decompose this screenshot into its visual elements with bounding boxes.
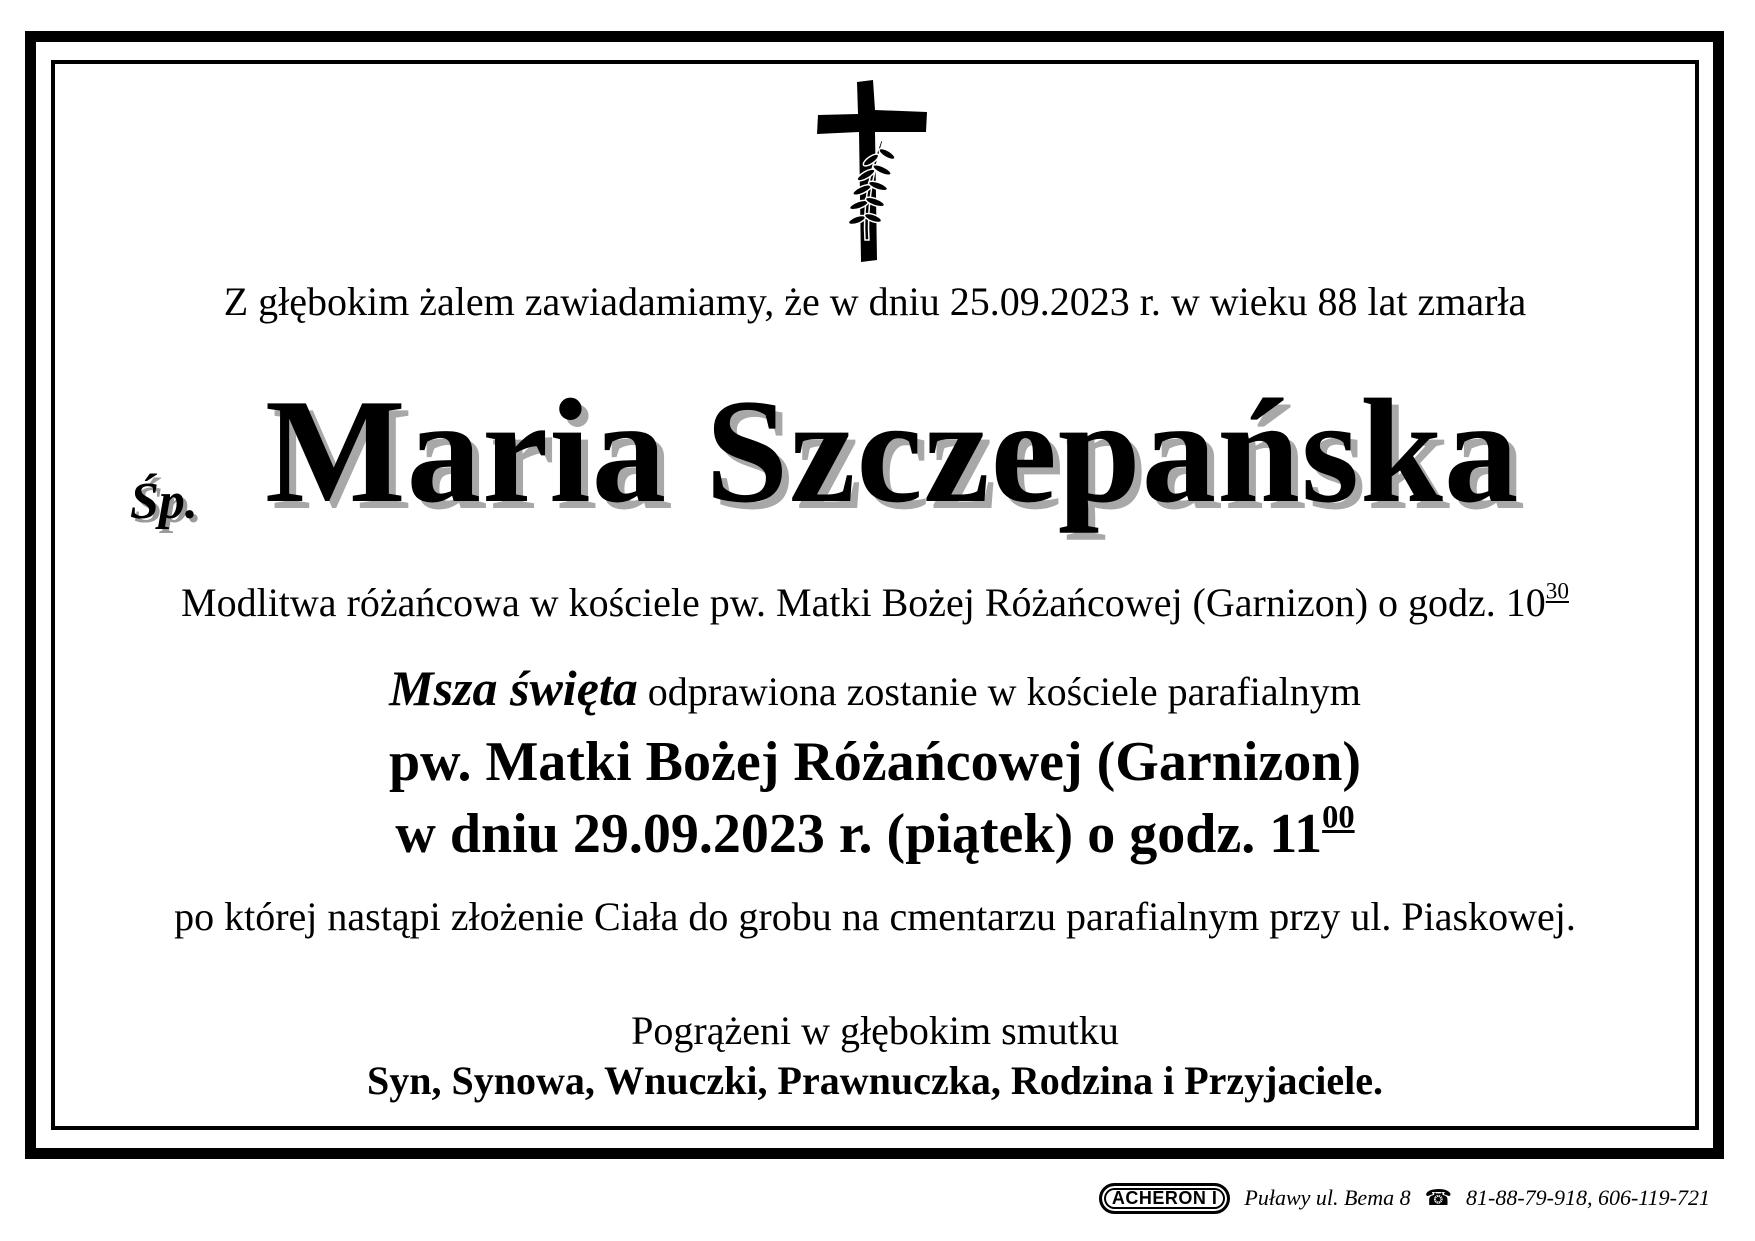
- telephone-icon: ☎: [1424, 1185, 1452, 1210]
- rosary-info: [55, 578, 1695, 628]
- deceased-name: Maria Szczepańska: [265, 369, 1520, 534]
- mass-lead: Msza święta: [389, 660, 638, 716]
- mourners-list: Syn, Synowa, Wnuczki, Prawnuczka, Rodzina i Przyjaciele.: [367, 1058, 1383, 1103]
- name-prefix: Śp.: [130, 473, 198, 530]
- funeral-home-footer: [1099, 1180, 1710, 1216]
- rosary-text: Modlitwa różańcowa w kościele pw. Matki Bożej Różańcowej (Garnizon) o godz. 10: [181, 580, 1546, 625]
- funeral-home-phones: 81-88-79-918, 606-119-721: [1466, 1185, 1710, 1210]
- mass-date-minutes: 00: [1322, 799, 1355, 836]
- rosary-minutes: 30: [1545, 578, 1569, 605]
- deceased-name-block: [55, 369, 1695, 542]
- mass-info: [55, 660, 1695, 720]
- mourners-lead: Pogrążeni w głębokim smutku: [631, 1008, 1119, 1053]
- burial-info: po której nastąpi złożenie Ciała do grobu na cmentarzu parafialnym przy ul. Piaskowej.: [174, 894, 1576, 939]
- church-name: pw. Matki Bożej Różańcowej (Garnizon): [388, 731, 1362, 793]
- funeral-home-logo: ACHERON I: [1099, 1183, 1231, 1214]
- cross-icon: [815, 80, 930, 265]
- intro-text: Z głębokim żalem zawiadamiamy, że w dniu 25.09.2023 r. w wieku 88 lat zmarła: [223, 279, 1527, 324]
- funeral-home-address: Puławy ul. Bema 8: [1244, 1185, 1411, 1210]
- mass-date-text: w dniu 29.09.2023 r. (piątek) o godz. 11: [395, 803, 1323, 865]
- mass-date: [55, 799, 1695, 866]
- mass-text: odprawiona zostanie w kościele parafialnym: [637, 669, 1361, 714]
